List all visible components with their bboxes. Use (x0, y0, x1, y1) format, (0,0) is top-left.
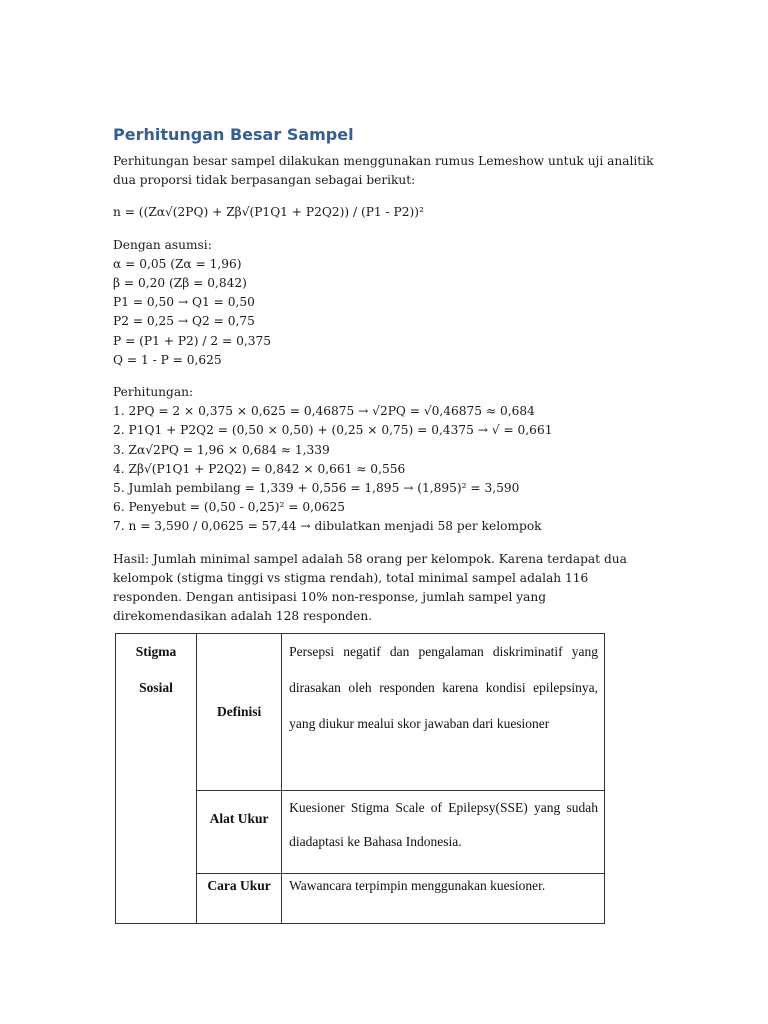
assumptions-label: Dengan asumsi: (113, 237, 212, 252)
aspect-cell: Alat Ukur (197, 791, 282, 874)
formula-line (113, 203, 658, 222)
calculation-step: 5. Jumlah pembilang = 1,339 + 0,556 = 1,895 → (1,895)² = 3,590 (113, 481, 520, 496)
description-cell: Wawancara terpimpin menggunakan kuesioner. (282, 874, 605, 924)
aspect-cell: Definisi (197, 634, 282, 791)
calculation-step: 7. n = 3,590 / 0,0625 = 57,44 → dibulatkan menjadi 58 per kelompok (113, 519, 542, 534)
document-body (113, 124, 658, 626)
table-row (116, 634, 605, 791)
calculation-block (113, 383, 658, 537)
assumption-line: Q = 1 - P = 0,625 (113, 352, 222, 367)
assumption-line: α = 0,05 (Zα = 1,96) (113, 256, 242, 271)
section-heading: Perhitungan Besar Sampel (113, 125, 354, 144)
calculation-step: 4. Zβ√(P1Q1 + P2Q2) = 0,842 × 0,661 ≈ 0,556 (113, 461, 406, 476)
aspect-cell: Cara Ukur (197, 874, 282, 924)
calculation-step: 3. Zα√2PQ = 1,96 × 0,684 ≈ 1,339 (113, 442, 330, 457)
variable-name-line: Stigma (135, 644, 177, 659)
intro-paragraph: Perhitungan besar sampel dilakukan menggunakan rumus Lemeshow untuk uji analitik dua proporsi tidak berpasangan sebagai berikut: (113, 154, 654, 188)
variable-name-line: Sosial (139, 680, 173, 695)
description-cell: Kuesioner Stigma Scale of Epilepsy(SSE) yang sudah diadaptasi ke Bahasa Indonesia. (282, 791, 605, 874)
assumption-line: β = 0,20 (Zβ = 0,842) (113, 276, 247, 291)
formula: n = ((Zα√(2PQ) + Zβ√(P1Q1 + P2Q2)) / (P1 - P2))² (113, 205, 424, 220)
variable-definition-table (115, 633, 605, 924)
description-cell: Persepsi negatif dan pengalaman diskriminatif yang dirasakan oleh responden karena kondisi epilepsinya, yang diukur mealui skor jawaban dari kuesioner (282, 634, 605, 791)
calculation-step: 2. P1Q1 + P2Q2 = (0,50 × 0,50) + (0,25 × 0,75) = 0,4375 → √ = 0,661 (113, 423, 553, 438)
calculation-label: Perhitungan: (113, 385, 194, 400)
assumptions-block (113, 236, 658, 370)
assumption-line: P2 = 0,25 → Q2 = 0,75 (113, 314, 255, 329)
assumption-line: P1 = 0,50 → Q1 = 0,50 (113, 295, 255, 310)
result-paragraph: Hasil: Jumlah minimal sampel adalah 58 orang per kelompok. Karena terdapat dua kelompok (stigma tinggi vs stigma rendah), total minimal sampel adalah 116 responden. Dengan antisipasi 10% non-response, jumlah sampel yang direkomendasikan adalah 128 responden. (113, 551, 627, 624)
assumption-line: P = (P1 + P2) / 2 = 0,375 (113, 333, 271, 348)
calculation-step: 6. Penyebut = (0,50 - 0,25)² = 0,0625 (113, 500, 345, 515)
calculation-step: 1. 2PQ = 2 × 0,375 × 0,625 = 0,46875 → √2PQ = √0,46875 ≈ 0,684 (113, 404, 535, 419)
variable-name-cell (116, 634, 197, 924)
